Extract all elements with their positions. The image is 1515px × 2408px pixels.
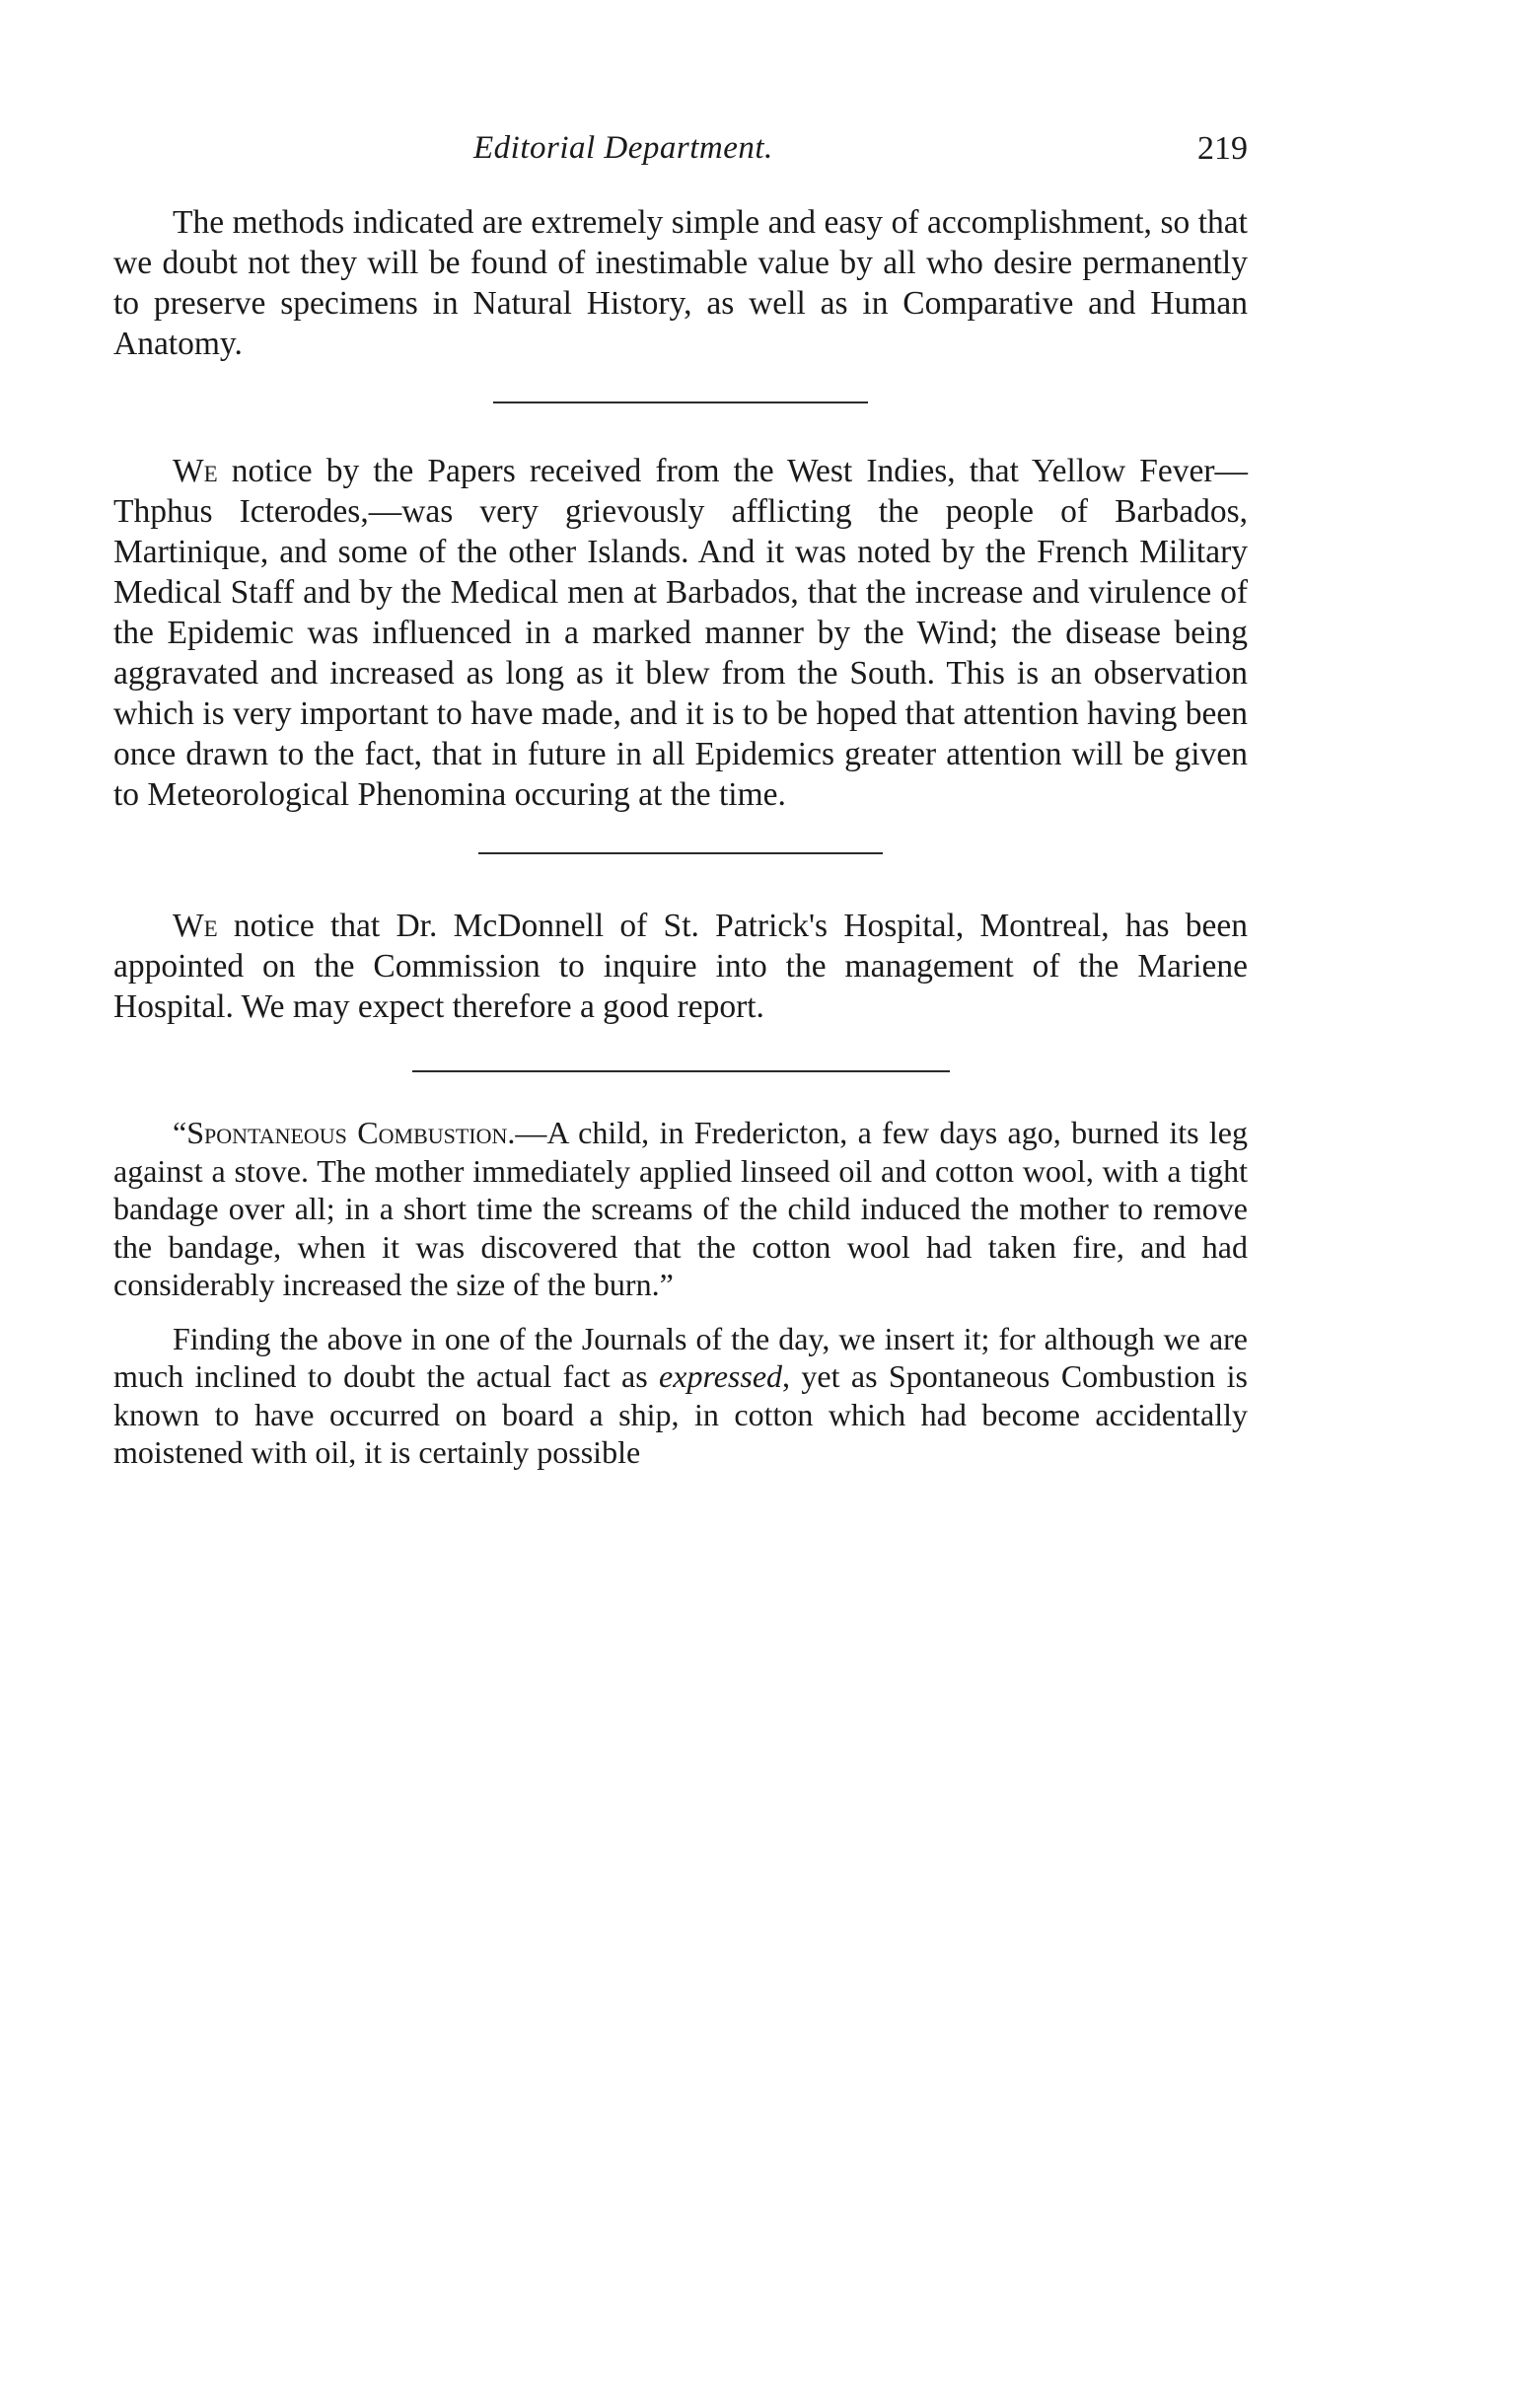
section-divider	[493, 401, 868, 403]
emphasis-word: expressed	[659, 1358, 783, 1394]
paragraph-spontaneous-combustion-quote	[113, 1114, 1248, 1304]
paragraph-preservation-methods: The methods indicated are extremely simple and easy of accomplishment, so that we doubt not they will be found of inestimable value by all who desire permanently to preserve specimens in Natural History, as well as in Comparative and Human Anatomy.	[113, 204, 1248, 362]
paragraph-mcdonnell	[113, 906, 1248, 1027]
lead-word: We	[173, 908, 218, 944]
paragraph-text: Finding the above in one of the Journals of the day, we insert it; for although we are much inclined to doubt the actual fact as	[113, 1320, 1248, 1394]
running-head: Editorial Department.	[473, 130, 773, 166]
paragraph-text: notice by the Papers received from the West Indies, that Yellow Fever—Thphus Icterodes,—was very grievously afflicting the people of Barbados, Martinique, and some of the other Islands. And it was noted by the French Military Medical Staff and by the Medical men at Barbados, that the increase and virulence of the Epidemic was influenced in a marked manner by the Wind; the disease being aggravated and increased as long as it blew from the South. This is an observation which is very important to have made, and it is to be hoped that attention having been once drawn to the fact, that in future in all Epidemics greater attention will be given to Meteorological Phenomina occuring at the time.	[113, 453, 1248, 813]
lead-word: We	[173, 453, 218, 489]
body-text	[113, 202, 1248, 1472]
quote-heading: Spontaneous Combustion.	[186, 1115, 516, 1150]
paragraph-yellow-fever	[113, 451, 1248, 815]
paragraph-text: , yet as Spontaneous Combustion is known to have occurred on board a ship, in cotton which had become accidentally moistened with oil, it is certainly possible	[113, 1358, 1249, 1470]
section-divider	[478, 852, 883, 854]
open-quote: “	[173, 1115, 187, 1150]
paragraph-text: notice that Dr. McDonnell of St. Patrick's Hospital, Montreal, has been appointed on the Commission to inquire into the management of the Mariene Hospital. We may expect therefore a good report.	[113, 908, 1248, 1025]
paragraph-text: —A child, in Fredericton, a few days ago, burned its leg against a stove. The mother immediately applied linseed oil and cotton wool, with a tight bandage over all; in a short time the screams of the child induced the mother to remove the bandage, when it was discovered that the cotton wool had taken fire, and had considerably increased the size of the burn.”	[113, 1115, 1249, 1302]
paragraph-editorial-comment	[113, 1320, 1248, 1472]
page-header	[108, 130, 1248, 180]
page-number: 219	[1197, 130, 1248, 167]
section-divider	[412, 1070, 950, 1072]
